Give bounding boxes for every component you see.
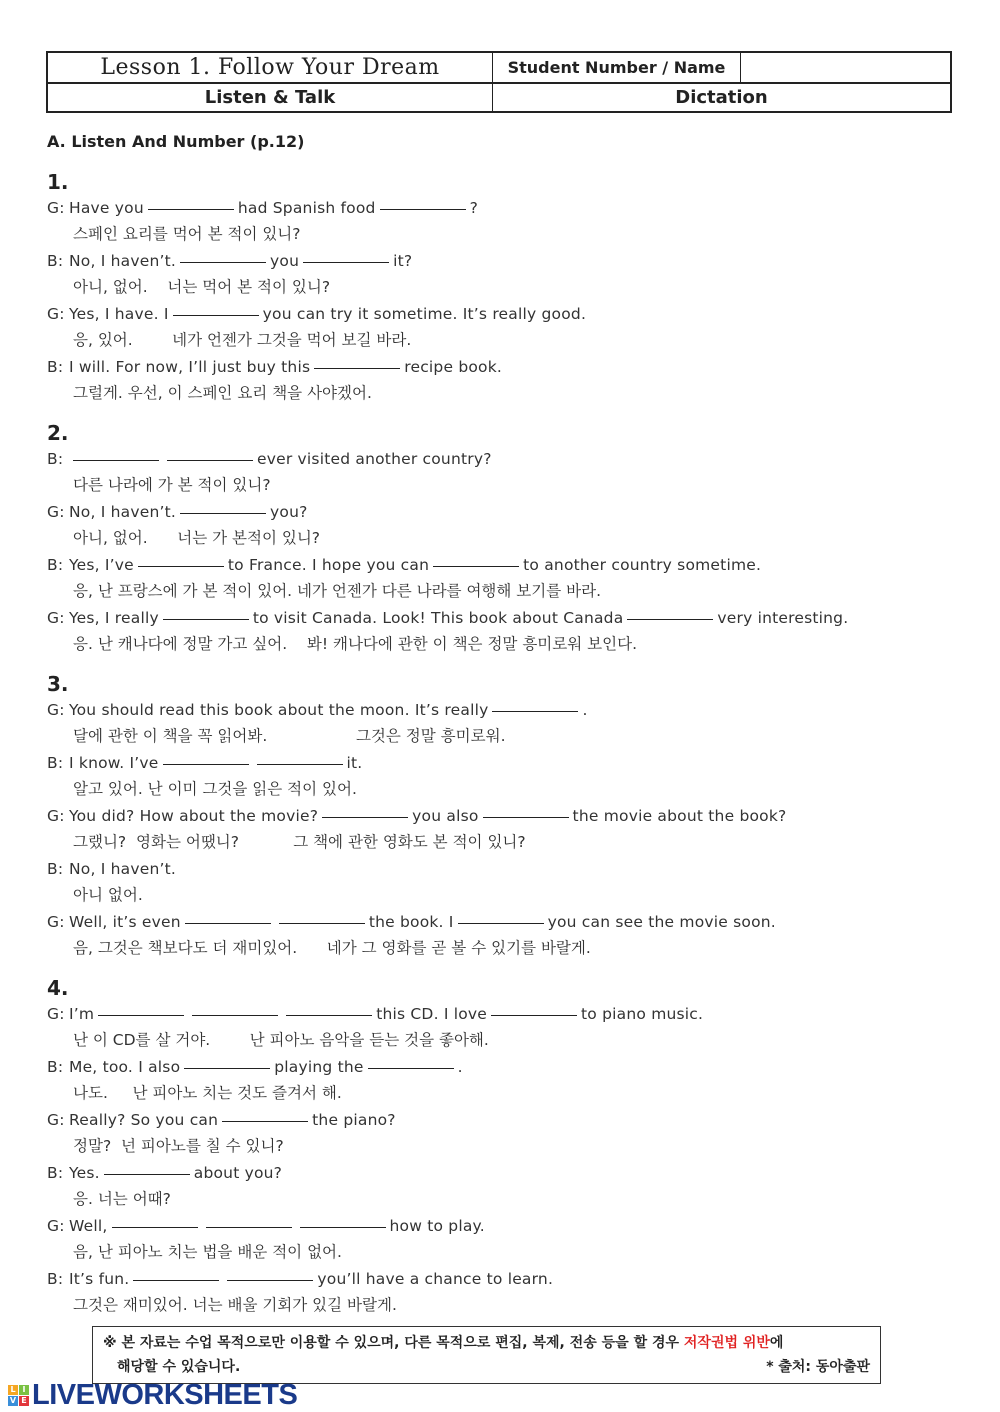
answer-blank[interactable] xyxy=(300,1213,386,1228)
source-credit: * 출처: 동아출판 xyxy=(766,1359,870,1375)
dialogue-line xyxy=(47,446,947,473)
dialogue-line xyxy=(47,499,947,526)
answer-blank[interactable] xyxy=(279,909,365,924)
answer-blank[interactable] xyxy=(314,354,400,369)
student-name-field[interactable] xyxy=(741,52,950,83)
speaker-label: G: xyxy=(47,701,65,719)
dialogue-text: Yes. xyxy=(69,1164,100,1182)
dialogue-text: Yes, I really xyxy=(69,609,159,627)
dialogue-line xyxy=(47,803,947,830)
dialogue-text: you’ll have a chance to learn. xyxy=(317,1270,554,1288)
notice-highlight: 저작권법 위반 xyxy=(683,1335,770,1351)
korean-translation: 음, 난 피아노 치는 법을 배운 적이 없어. xyxy=(73,1243,342,1261)
korean-translation: 아니, 없어. 너는 가 본적이 있니? xyxy=(73,529,321,547)
speaker-label: B: xyxy=(47,252,64,270)
dialogue-text: you can try it sometime. It’s really good. xyxy=(262,305,587,323)
answer-blank[interactable] xyxy=(133,1266,219,1281)
logo-letter-block: E xyxy=(19,1396,29,1406)
korean-translation: 그것은 재미있어. 너는 배울 기회가 있길 바랄게. xyxy=(73,1296,397,1314)
dialogue-line xyxy=(47,195,947,222)
answer-blank[interactable] xyxy=(286,1001,372,1016)
dialogue-text: to visit Canada. Look! This book about Canada xyxy=(252,609,624,627)
answer-blank[interactable] xyxy=(322,803,408,818)
speaker-label: G: xyxy=(47,913,65,931)
answer-blank[interactable] xyxy=(138,552,224,567)
notice-line2: 해당할 수 있습니다. xyxy=(117,1359,241,1375)
copyright-notice xyxy=(92,1326,881,1384)
korean-translation: 아니 없어. xyxy=(73,886,143,904)
dialogue-line xyxy=(47,1107,947,1134)
dialogue-text: No, I haven’t. xyxy=(69,503,177,521)
speaker-label: B: xyxy=(47,450,64,468)
speaker-label: G: xyxy=(47,199,65,217)
dialogue-line xyxy=(47,1001,947,1028)
logo-letter-block: L xyxy=(8,1385,18,1395)
student-label: Student Number / Name xyxy=(493,53,741,82)
worksheet-type: Dictation xyxy=(675,87,768,108)
dialogue-text: It’s fun. xyxy=(69,1270,130,1288)
dialogue-text: playing the xyxy=(274,1058,364,1076)
dialogue-line xyxy=(47,605,947,632)
speaker-label: G: xyxy=(47,305,65,323)
speaker-label: G: xyxy=(47,503,65,521)
korean-translation: 나도. 난 피아노 치는 것도 즐겨서 해. xyxy=(73,1084,342,1102)
speaker-label: G: xyxy=(47,1217,65,1235)
speaker-label: B: xyxy=(47,1270,64,1288)
answer-blank[interactable] xyxy=(492,697,578,712)
dialogue-text: very interesting. xyxy=(717,609,849,627)
answer-blank[interactable] xyxy=(227,1266,313,1281)
question-number: 1. xyxy=(47,170,69,194)
logo-letter-block: V xyxy=(9,1396,17,1405)
korean-translation: 그럴게. 우선, 이 스페인 요리 책을 사야겠어. xyxy=(73,384,372,402)
korean-translation: 정말? 넌 피아노를 칠 수 있니? xyxy=(73,1137,284,1155)
speaker-label: G: xyxy=(47,1111,65,1129)
liveworksheets-logo xyxy=(8,1378,298,1411)
dialogue-text: . xyxy=(582,701,588,719)
speaker-label: G: xyxy=(47,1005,65,1023)
answer-blank[interactable] xyxy=(173,301,259,316)
dialogue-line xyxy=(47,1054,947,1081)
answer-blank[interactable] xyxy=(192,1001,278,1016)
answer-blank[interactable] xyxy=(483,803,569,818)
dialogue-text: you xyxy=(270,252,300,270)
answer-blank[interactable] xyxy=(458,909,544,924)
korean-translation: 알고 있어. 난 이미 그것을 읽은 적이 있어. xyxy=(73,780,357,798)
logo-letter-block: I xyxy=(19,1385,29,1395)
answer-blank[interactable] xyxy=(167,446,253,461)
korean-translation: 스페인 요리를 먹어 본 적이 있니? xyxy=(73,225,301,243)
dialogue-text: Well, xyxy=(69,1217,108,1235)
brand-name: LIVEWORKSHEETS xyxy=(32,1378,298,1411)
speaker-label: B: xyxy=(47,1058,64,1076)
dialogue-text: you can see the movie soon. xyxy=(547,913,776,931)
answer-blank[interactable] xyxy=(180,499,266,514)
dialogue-line xyxy=(47,697,947,724)
dialogue-text: about you? xyxy=(193,1164,283,1182)
dialogue-text: recipe book. xyxy=(404,358,503,376)
question-number: 4. xyxy=(47,976,69,1000)
korean-translation: 응. 너는 어때? xyxy=(73,1190,171,1208)
dialogue-line xyxy=(47,909,947,936)
korean-translation: 아니, 없어. 너는 먹어 본 적이 있니? xyxy=(73,278,331,296)
lesson-subtitle: Listen & Talk xyxy=(48,84,493,111)
dialogue-text: it. xyxy=(346,754,363,772)
dialogue-text: ever visited another country? xyxy=(257,450,492,468)
dialogue-text: ? xyxy=(469,199,478,217)
dialogue-text: you also xyxy=(412,807,479,825)
korean-translation: 응. 난 캐나다에 정말 가고 싶어. 봐! 캐나다에 관한 이 책은 정말 흥미로워 보인다. xyxy=(73,635,637,653)
dialogue-text: You did? How about the movie? xyxy=(69,807,319,825)
answer-blank[interactable] xyxy=(368,1054,454,1069)
answer-blank[interactable] xyxy=(185,909,271,924)
answer-blank[interactable] xyxy=(257,750,343,765)
answer-blank[interactable] xyxy=(433,552,519,567)
korean-translation: 난 이 CD를 살 거야. 난 피아노 음악을 듣는 것을 좋아해. xyxy=(73,1031,489,1049)
dialogue-text: I’m xyxy=(69,1005,95,1023)
answer-blank[interactable] xyxy=(98,1001,184,1016)
dialogue-text: how to play. xyxy=(389,1217,485,1235)
answer-blank[interactable] xyxy=(222,1107,308,1122)
dialogue-line xyxy=(47,354,947,381)
question-number: 2. xyxy=(47,421,69,445)
korean-translation: 응, 난 프랑스에 가 본 적이 있어. 네가 언젠가 다른 나라를 여행해 보기를 바라. xyxy=(73,582,602,600)
dialogue-line xyxy=(47,1266,947,1293)
dialogue-text: I know. I’ve xyxy=(69,754,159,772)
dialogue-line xyxy=(47,1213,947,1240)
answer-blank[interactable] xyxy=(112,1213,198,1228)
answer-blank[interactable] xyxy=(73,446,159,461)
answer-blank[interactable] xyxy=(163,750,249,765)
dialogue-text: No, I haven’t. xyxy=(69,252,177,270)
student-name-field-cell xyxy=(741,53,950,82)
dialogue-text: to piano music. xyxy=(581,1005,704,1023)
korean-translation: 음, 그것은 책보다도 더 재미있어. 네가 그 영화를 곧 볼 수 있기를 바랄게. xyxy=(73,939,591,957)
dialogue-text: Me, too. I also xyxy=(69,1058,181,1076)
answer-blank[interactable] xyxy=(104,1160,190,1175)
dialogue-text: to another country sometime. xyxy=(523,556,762,574)
dialogue-text: the book. I xyxy=(368,913,454,931)
dialogue-line xyxy=(47,552,947,579)
dialogue-text: to France. I hope you can xyxy=(227,556,430,574)
korean-translation: 그랬니? 영화는 어땠니? 그 책에 관한 영화도 본 적이 있니? xyxy=(73,833,526,851)
worksheet-content xyxy=(47,128,947,1319)
answer-blank[interactable] xyxy=(184,1054,270,1069)
dialogue-text: the piano? xyxy=(312,1111,396,1129)
dialogue-text: had Spanish food xyxy=(237,199,376,217)
dialogue-text: Well, it’s even xyxy=(69,913,181,931)
dialogue-text: it? xyxy=(393,252,413,270)
dialogue-line xyxy=(47,248,947,275)
dialogue-text: I will. For now, I’ll just buy this xyxy=(69,358,311,376)
dialogue-line xyxy=(47,1160,947,1187)
korean-translation: 응, 있어. 네가 언젠가 그것을 먹어 보길 바라. xyxy=(73,331,412,349)
speaker-label: B: xyxy=(47,556,64,574)
speaker-label: B: xyxy=(47,754,64,772)
speaker-label: B: xyxy=(47,358,64,376)
dialogue-text: Have you xyxy=(69,199,144,217)
notice-suffix: 에 xyxy=(769,1335,784,1351)
question-number: 3. xyxy=(47,672,69,696)
answer-blank[interactable] xyxy=(163,605,249,620)
dialogue-text: No, I haven’t. xyxy=(69,860,177,878)
dialogue-text: You should read this book about the moon. It’s really xyxy=(69,701,489,719)
logo-icon xyxy=(8,1385,29,1406)
korean-translation: 다른 나라에 가 본 적이 있니? xyxy=(73,476,271,494)
dialogue-line xyxy=(47,856,947,883)
dialogue-line xyxy=(47,750,947,777)
answer-blank[interactable] xyxy=(148,195,234,210)
dialogue-text: you? xyxy=(270,503,308,521)
speaker-label: B: xyxy=(47,1164,64,1182)
lesson-title: Lesson 1. Follow Your Dream xyxy=(48,53,493,82)
answer-blank[interactable] xyxy=(491,1001,577,1016)
dialogue-text: Yes, I’ve xyxy=(69,556,134,574)
dialogue-text: the movie about the book? xyxy=(572,807,787,825)
header-table xyxy=(46,51,952,113)
answer-blank[interactable] xyxy=(627,605,713,620)
speaker-label: G: xyxy=(47,609,65,627)
dialogue-text: Yes, I have. I xyxy=(69,305,169,323)
speaker-label: G: xyxy=(47,807,65,825)
dialogue-line xyxy=(47,301,947,328)
notice-prefix: ※ 본 자료는 수업 목적으로만 이용할 수 있으며, 다른 목적으로 편집, 복제, 전송 등을 할 경우 xyxy=(103,1335,684,1351)
answer-blank[interactable] xyxy=(380,195,466,210)
dialogue-text: Really? So you can xyxy=(69,1111,219,1129)
answer-blank[interactable] xyxy=(303,248,389,263)
dialogue-text: . xyxy=(457,1058,463,1076)
answer-blank[interactable] xyxy=(206,1213,292,1228)
korean-translation: 달에 관한 이 책을 꼭 읽어봐. 그것은 정말 흥미로워. xyxy=(73,727,506,745)
dialogue-text: this CD. I love xyxy=(376,1005,488,1023)
section-title: A. Listen And Number (p.12) xyxy=(47,132,305,151)
answer-blank[interactable] xyxy=(180,248,266,263)
speaker-label: B: xyxy=(47,860,64,878)
